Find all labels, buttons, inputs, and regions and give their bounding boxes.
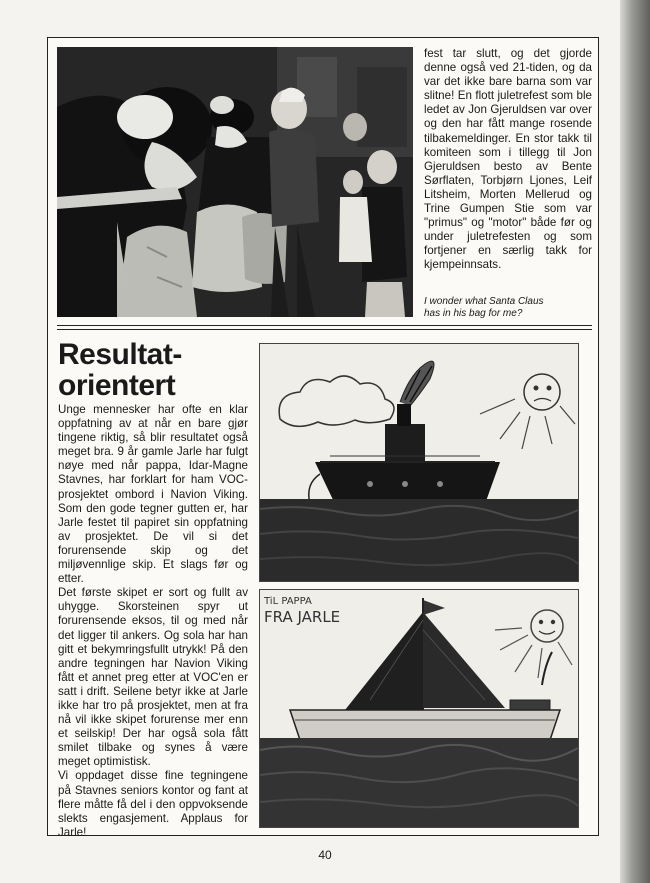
drawing-sailing-ship — [259, 589, 579, 828]
article-headline — [58, 339, 248, 401]
article-paragraph: Det første skipet er sort og fullt av uhygge. Skorsteinen spyr ut forurensende eksos, til og med når det ligger til ankers. Og sola har han gitt et bekymringsfullt utrykk! På den andre tegningen har Navion Viking fått et annet preg etter at VOC'en er satt i drift. Seilene betyr ikke at Jarle ikke har tro på prosjektet, men at fra nå vil ikke skipet forurense mer enn et seilskip! Der har også sola fått smilet tilbake og synes å være meget optimistisk. — [58, 586, 248, 769]
headline-line: orientert — [58, 369, 176, 402]
section-divider-top — [57, 325, 592, 326]
article-paragraph: Vi oppdaget disse fine tegningene på Stavnes seniors kontor og fant at flere måtte få del i den oppvoksende slekts engasjement. Applaus for Jarle! — [58, 769, 248, 839]
article-body — [58, 403, 248, 840]
top-article-paragraph: fest tar slutt, og det gjorde denne også ved 21-tiden, og da var det ikke bare barna som var slitne! En flott juletrefest som ble ledet av Jon Gjeruldsen var over og den har fått mange rosende tilbakemeldinger. En stor takk til komiteen som i tillegg til Jon Gjeruldsen besto av Bente Sørflaten, Torbjørn Ljones, Leif Litsheim, Morten Mellerud og Trine Gumpen Stie som var "primus" og "motor" både før og under juletrefesten og som fortjener en særlig takk for kjempeinnsats. — [424, 47, 592, 272]
drawing-inscription: TiL PAPPA — [264, 596, 312, 607]
page-edge-shadow — [620, 0, 650, 883]
section-divider-bottom — [57, 329, 592, 330]
santa-photo-image — [57, 47, 413, 317]
drawing-inscription: FRA JARLE — [264, 608, 341, 626]
drawing-sailing-ship-image — [260, 590, 578, 827]
photo-caption-line: I wonder what Santa Claus — [424, 296, 544, 307]
top-article-text — [424, 47, 592, 273]
drawing-polluting-ship — [259, 343, 579, 582]
page-number: 40 — [318, 848, 332, 862]
photo-caption-line: has in his bag for me? — [424, 308, 523, 319]
drawing-polluting-ship-image — [260, 344, 578, 581]
headline-line: Resultat- — [58, 338, 182, 371]
photo-caption — [424, 296, 592, 320]
santa-photo — [57, 47, 413, 317]
article-paragraph: Unge mennesker har ofte en klar oppfatning av at når en bare gjør tingene riktig, så blir resultatet også meget bra. 9 år gamle Jarle har fulgt nøye med når pappa, Idar-Magne Stavnes, har forklart for ham VOC-prosjektet ombord i Navion Viking. Som den gode tegner gutten er, har Jarle festet til papiret sin oppfatning av prosjektet. De vil si det forurensende skip og det miljøvennlige skip. Et slags før og etter. — [58, 403, 248, 586]
